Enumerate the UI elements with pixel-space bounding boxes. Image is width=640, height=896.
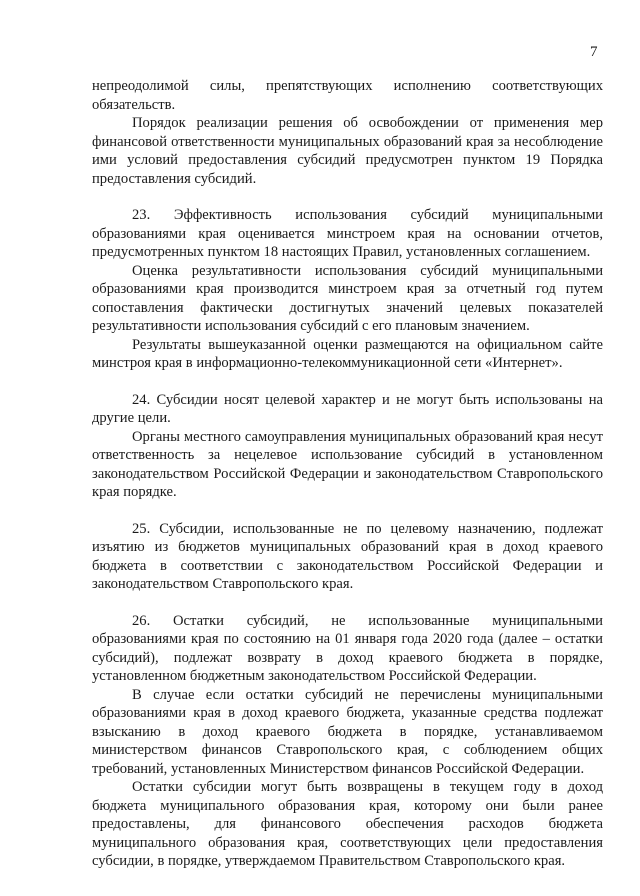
paragraph: Оценка результативности использования субсидий муниципальными образованиями края производится минстроем края за отчетный год путем сопоставления фактически достигнутых значений целевых показателей результативности использования субсидий с его плановым значением. (92, 262, 603, 334)
clause-25: 25. Субсидии, использованные не по целевому назначению, подлежат изъятию из бюджетов муниципальных образований края в доход краевого бюджета в соответствии с законодательством Российской Федерации и законодательством Ставропольского края. (92, 520, 603, 592)
paragraph: В случае если остатки субсидий не перечислены муниципальными образованиями края в доход краевого бюджета, указанные средства подлежат взысканию в доход краевого бюджета в порядке, устанавливаемом министерством финансов Ставропольского края, с соблюдением общих требований, установленных Министерством финансов Российской Федерации. (92, 686, 603, 777)
paragraph: Порядок реализации решения об освобождении от применения мер финансовой ответственности муниципальных образований края за несоблюдение ими условий предоставления субсидий предусмотрен пунктом 19 Порядка предоставления субсидий. (92, 115, 603, 187)
clause-23: 23. Эффективность использования субсидий муниципальными образованиями края оценивается минстроем края на основании отчетов, предусмотренных пунктом 18 настоящих Правил, установленных соглашением. (92, 207, 603, 260)
clause-24: 24. Субсидии носят целевой характер и не могут быть использованы на другие цели. (92, 391, 603, 426)
paragraph-continuation: непреодолимой силы, препятствующих исполнению соответствующих обязательств. (92, 78, 603, 113)
clause-26: 26. Остатки субсидий, не использованные муниципальными образованиями края по состоянию на 01 января года 2020 года (далее – остатки субсидий), подлежат возврату в доход краевого бюджета в порядке, установленном бюджетным законодательством Российской Федерации. (92, 612, 603, 684)
paragraph: Остатки субсидии могут быть возвращены в текущем году в доход бюджета муниципального образования края, которому они были ранее предоставлены, для финансового обеспечения расходов бюджета муниципального образования края, соответствующих цели предоставления субсидии, в порядке, утверждаемом Правительством Ставропольского края. (92, 779, 603, 869)
page-number: 7 (590, 44, 598, 60)
document-body (92, 77, 603, 871)
paragraph: Органы местного самоуправления муниципальных образований края несут ответственность за нецелевое использование субсидий в установленном законодательством Российской Федерации и законодательством Ставропольского края порядке. (92, 428, 603, 500)
paragraph: Результаты вышеуказанной оценки размещаются на официальном сайте минстроя края в информационно-телекоммуникационной сети «Интернет». (92, 336, 603, 371)
